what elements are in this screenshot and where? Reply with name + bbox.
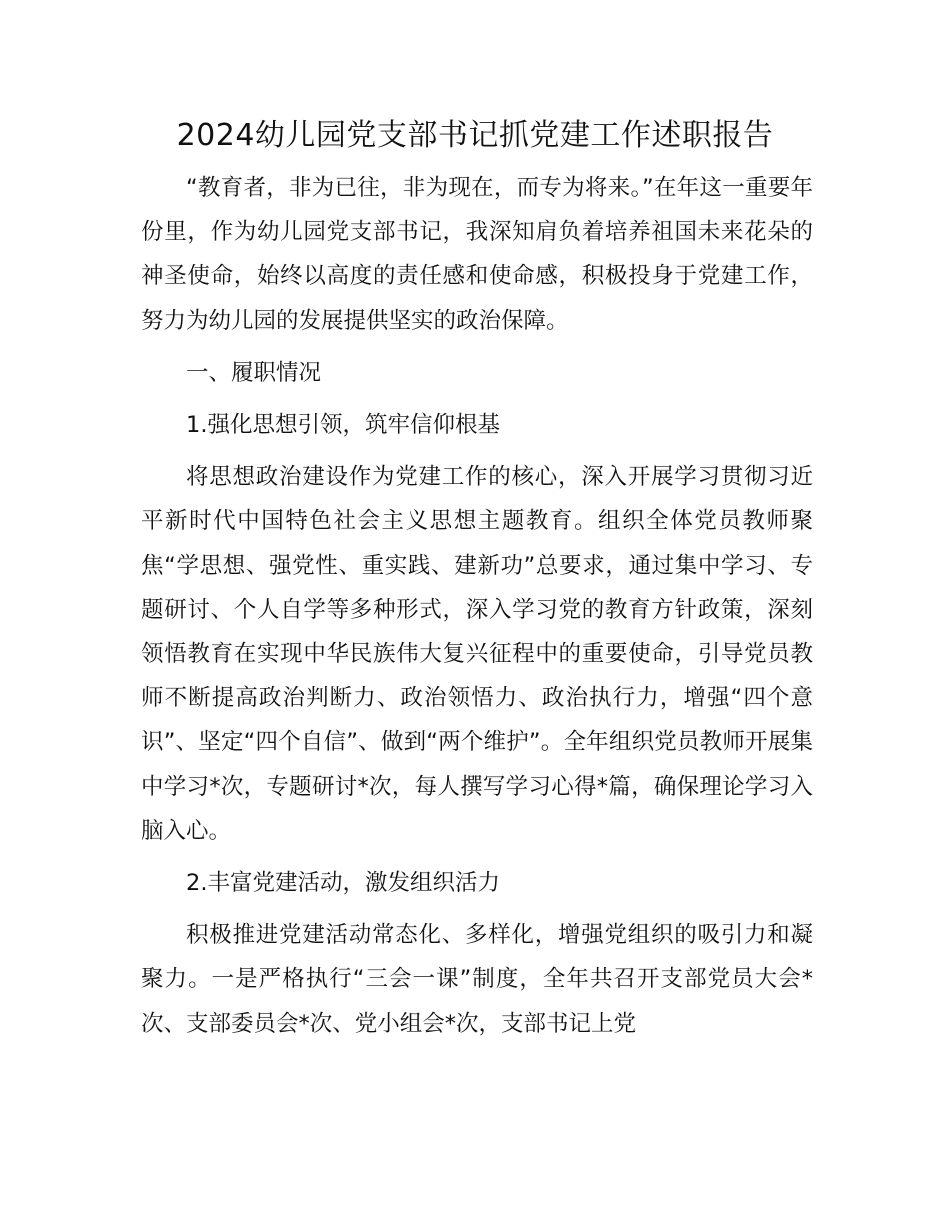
document-body <box>141 166 813 1046</box>
intro-paragraph: “教育者，非为已往，非为现在，而专为将来。”在年这一重要年份里，作为幼儿园党支部书记，我深知肩负着培养祖国未来花朵的神圣使命，始终以高度的责任感和使命感，积极投身于党建工作，努力为幼儿园的发展提供坚实的政治保障。 <box>141 175 813 334</box>
document-title: 2024幼儿园党支部书记抓党建工作述职报告 <box>176 118 774 153</box>
activities-paragraph: 积极推进党建活动常态化、多样化，增强党组织的吸引力和凝聚力。一是严格执行“三会一课”制度，全年共召开支部党员大会*次、支部委员会*次、党小组会*次，支部书记上党 <box>141 922 813 1037</box>
item-heading-activities: 2.丰富党建活动，激发组织活力 <box>186 870 500 897</box>
ideology-paragraph: 将思想政治建设作为党建工作的核心，深入开展学习贯彻习近平新时代中国特色社会主义思想主题教育。组织全体党员教师聚焦“学思想、强党性、重实践、建新功”总要求，通过集中学习、专题研讨、个人自学等多种形式，深入学习党的教育方针政策，深刻领悟教育在实现中华民族伟大复兴征程中的重要使命，引导党员教师不断提高政治判断力、政治领悟力、政治执行力，增强“四个意识”、坚定“四个自信”、做到“两个维护”。全年组织党员教师开展集中学习*次，专题研讨*次，每人撰写学习心得*篇，确保理论学习入脑入心。 <box>141 464 813 844</box>
item-heading-ideology: 1.强化思想引领，筑牢信仰根基 <box>186 412 500 439</box>
section-heading-performance: 一、履职情况 <box>186 359 322 386</box>
